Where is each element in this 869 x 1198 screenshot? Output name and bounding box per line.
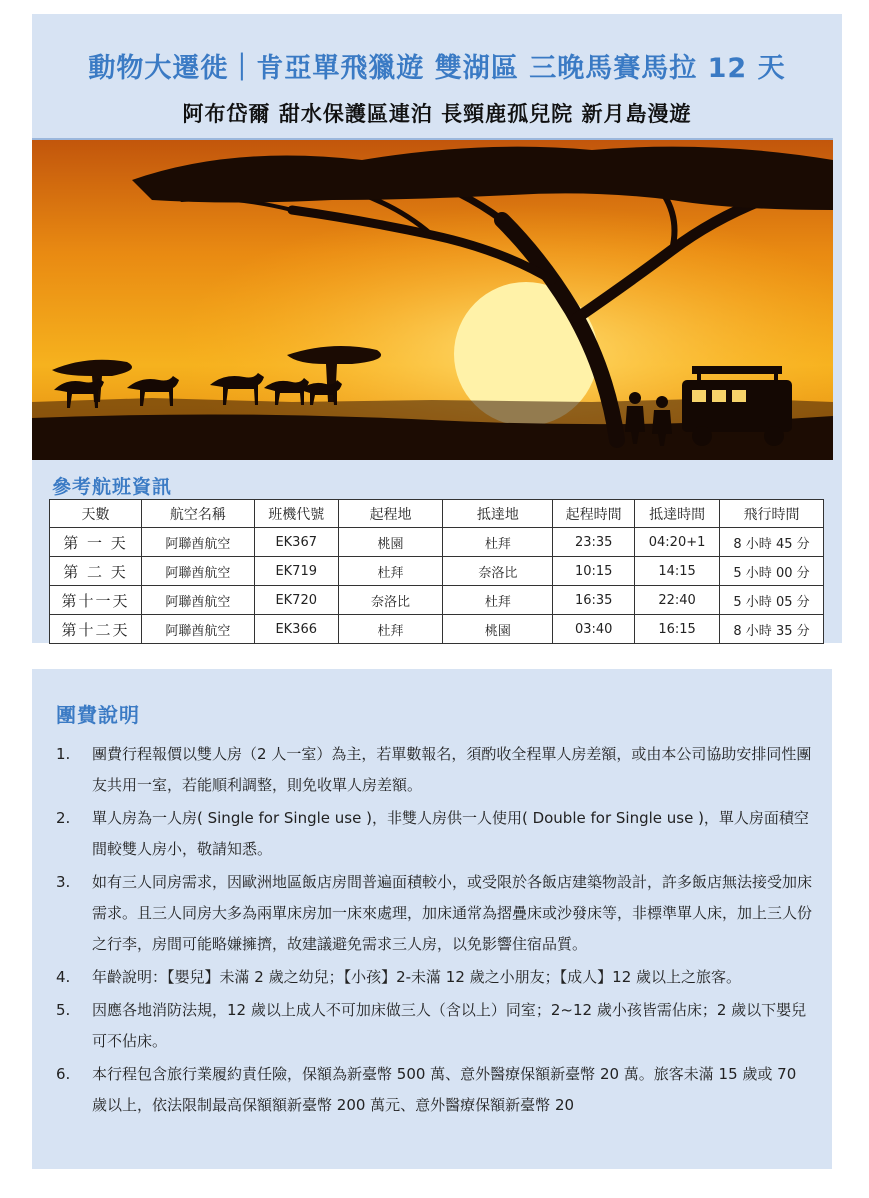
page-title: 動物大遷徙｜肯亞單飛獵遊 雙湖區 三晚馬賽馬拉 12 天 [88,53,786,84]
column-header: 抵達時間 [635,500,720,528]
table-row [50,528,824,557]
list-text: 本行程包含旅行業履約責任險，保額為新臺幣 500 萬、意外醫療保額新臺幣 20 萬。旅客未滿 15 歲或 70 歲以上，依法限制最高保額額新臺幣 200 萬元、意外醫療保額新臺幣 20 [92,1065,797,1114]
table-cell: 第十二天 [50,615,142,644]
table-cell: 奈洛比 [443,557,553,586]
fee-notes-heading: 團費說明 [56,703,140,727]
table-cell: 桃園 [338,528,443,557]
column-header: 天數 [50,500,142,528]
list-item [52,1059,814,1121]
table-cell: 第 二 天 [50,557,142,586]
table-header-row [50,500,824,528]
flight-info-heading: 參考航班資訊 [52,476,173,498]
list-text: 單人房為一人房( Single for Single use )，非雙人房供一人使用( Double for Single use )，單人房面積空間較雙人房小，敬請知悉。 [92,809,809,858]
table-cell: 第 一 天 [50,528,142,557]
table-row [50,557,824,586]
list-number: 3. [56,873,71,891]
list-text: 年齡說明：【嬰兒】未滿 2 歲之幼兒；【小孩】2-未滿 12 歲之小朋友；【成人】12 歲以上之旅客。 [92,968,742,986]
list-number: 5. [56,1001,71,1019]
table-cell: 03:40 [553,615,635,644]
table-row [50,615,824,644]
list-text: 團費行程報價以雙人房（2 人一室）為主，若單數報名，須酌收全程單人房差額，或由本公司協助安排同性團友共用一室，若能順利調整，則免收單人房差額。 [92,745,812,794]
table-cell: 杜拜 [443,528,553,557]
fee-notes-panel [32,669,832,1169]
table-cell: 第十一天 [50,586,142,615]
list-item [52,739,814,801]
column-header: 抵達地 [443,500,553,528]
table-cell: 5 小時 05 分 [720,586,824,615]
fee-notes-list [52,739,814,1123]
safari-sunset-photo [32,138,833,460]
list-number: 4. [56,968,71,986]
table-cell: 10:15 [553,557,635,586]
table-cell: 16:35 [553,586,635,615]
table-cell: EK367 [254,528,338,557]
column-header: 飛行時間 [720,500,824,528]
table-cell: 阿聯酋航空 [141,615,254,644]
table-cell: 8 小時 35 分 [720,615,824,644]
column-header: 班機代號 [254,500,338,528]
table-cell: 杜拜 [338,615,443,644]
table-cell: 奈洛比 [338,586,443,615]
table-cell: 桃園 [443,615,553,644]
list-text: 如有三人同房需求，因歐洲地區飯店房間普遍面積較小，或受限於各飯店建築物設計，許多飯店無法接受加床需求。且三人同房大多為兩單床房加一床來處理，加床通常為摺疊床或沙發床等，非標準單人床，加上三人份之行李，房間可能略嫌擁擠，故建議避免需求三人房，以免影響住宿品質。 [92,873,813,953]
table-cell: EK719 [254,557,338,586]
table-cell: 04:20+1 [635,528,720,557]
column-header: 航空名稱 [141,500,254,528]
column-header: 起程地 [338,500,443,528]
table-cell: 阿聯酋航空 [141,586,254,615]
table-cell: 阿聯酋航空 [141,528,254,557]
table-cell: EK366 [254,615,338,644]
table-cell: 16:15 [635,615,720,644]
flight-table [49,499,824,644]
table-cell: 14:15 [635,557,720,586]
table-cell: 23:35 [553,528,635,557]
list-number: 6. [56,1065,71,1083]
table-cell: 阿聯酋航空 [141,557,254,586]
list-item [52,867,814,960]
table-cell: EK720 [254,586,338,615]
list-text: 因應各地消防法規，12 歲以上成人不可加床做三人（含以上）同室；2~12 歲小孩皆需佔床；2 歲以下嬰兒可不佔床。 [92,1001,807,1050]
list-number: 2. [56,809,71,827]
list-item [52,995,814,1057]
page-subtitle: 阿布岱爾 甜水保護區連泊 長頸鹿孤兒院 新月島漫遊 [182,102,692,126]
table-cell: 5 小時 00 分 [720,557,824,586]
list-number: 1. [56,745,71,763]
table-cell: 杜拜 [443,586,553,615]
column-header: 起程時間 [553,500,635,528]
table-row [50,586,824,615]
list-item [52,803,814,865]
table-cell: 杜拜 [338,557,443,586]
table-cell: 22:40 [635,586,720,615]
table-cell: 8 小時 45 分 [720,528,824,557]
list-item [52,962,814,993]
